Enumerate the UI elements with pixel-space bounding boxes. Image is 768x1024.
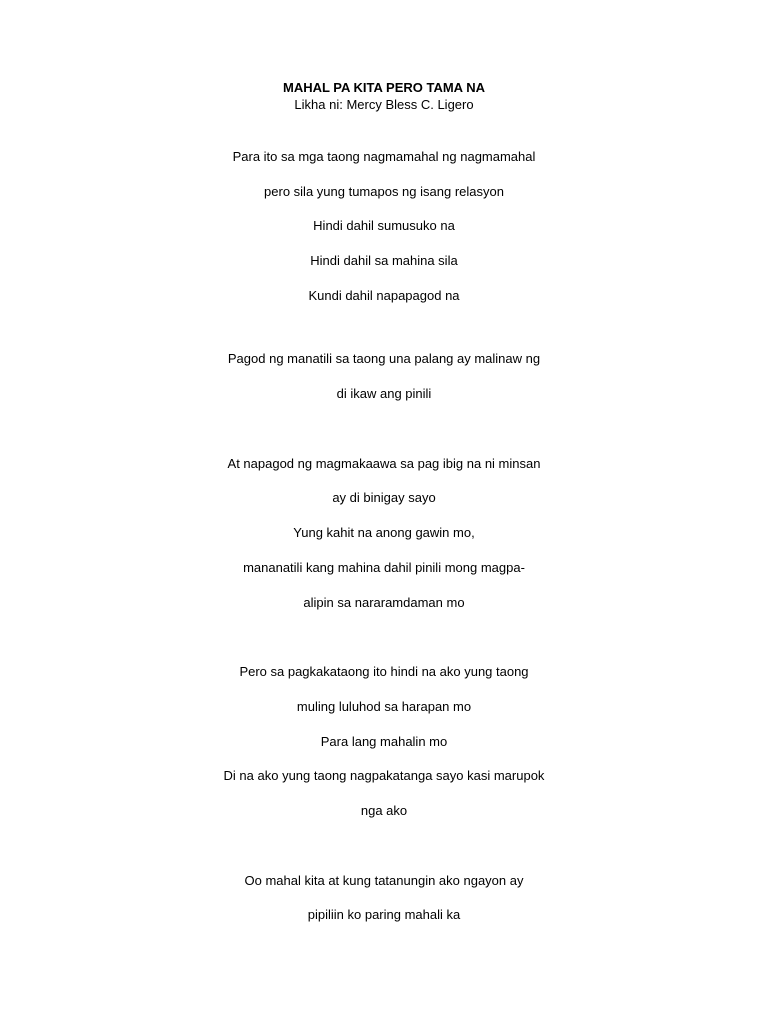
poem-line: ay di binigay sayo <box>332 490 436 505</box>
poem-line: muling luluhod sa harapan mo <box>296 699 472 714</box>
poem-line: Hindi dahil sumusuko na <box>313 218 455 233</box>
poem-line: Pagod ng manatili sa taong una palang ay malinaw ng <box>227 351 541 366</box>
poem-line: Para lang mahalin mo <box>320 734 448 749</box>
poem-author: Likha ni: Mercy Bless C. Ligero <box>294 97 474 112</box>
poem-line: Yung kahit na anong gawin mo, <box>293 525 475 540</box>
poem-line: Pero sa pagkakataong ito hindi na ako yung taong <box>239 664 529 679</box>
poem-line: Di na ako yung taong nagpakatanga sayo kasi marupok <box>223 768 545 783</box>
poem-line: alipin sa nararamdaman mo <box>303 595 465 610</box>
poem-line: pipiliin ko paring mahali ka <box>307 907 461 922</box>
poem-line: mananatili kang mahina dahil pinili mong magpa- <box>243 560 525 575</box>
poem-line: Oo mahal kita at kung tatanungin ako ngayon ay <box>244 873 524 888</box>
poem-line: pero sila yung tumapos ng isang relasyon <box>264 184 504 199</box>
poem-line: At napagod ng magmakaawa sa pag ibig na ni minsan <box>227 456 541 471</box>
poem-line: nga ako <box>360 803 408 818</box>
poem-line: Hindi dahil sa mahina sila <box>310 253 458 268</box>
poem-line: Para ito sa mga taong nagmamahal ng nagmamahal <box>232 149 536 164</box>
poem-line: Kundi dahil napapagod na <box>308 288 460 303</box>
poem-title: MAHAL PA KITA PERO TAMA NA <box>283 80 485 95</box>
poem-line: di ikaw ang pinili <box>336 386 432 401</box>
